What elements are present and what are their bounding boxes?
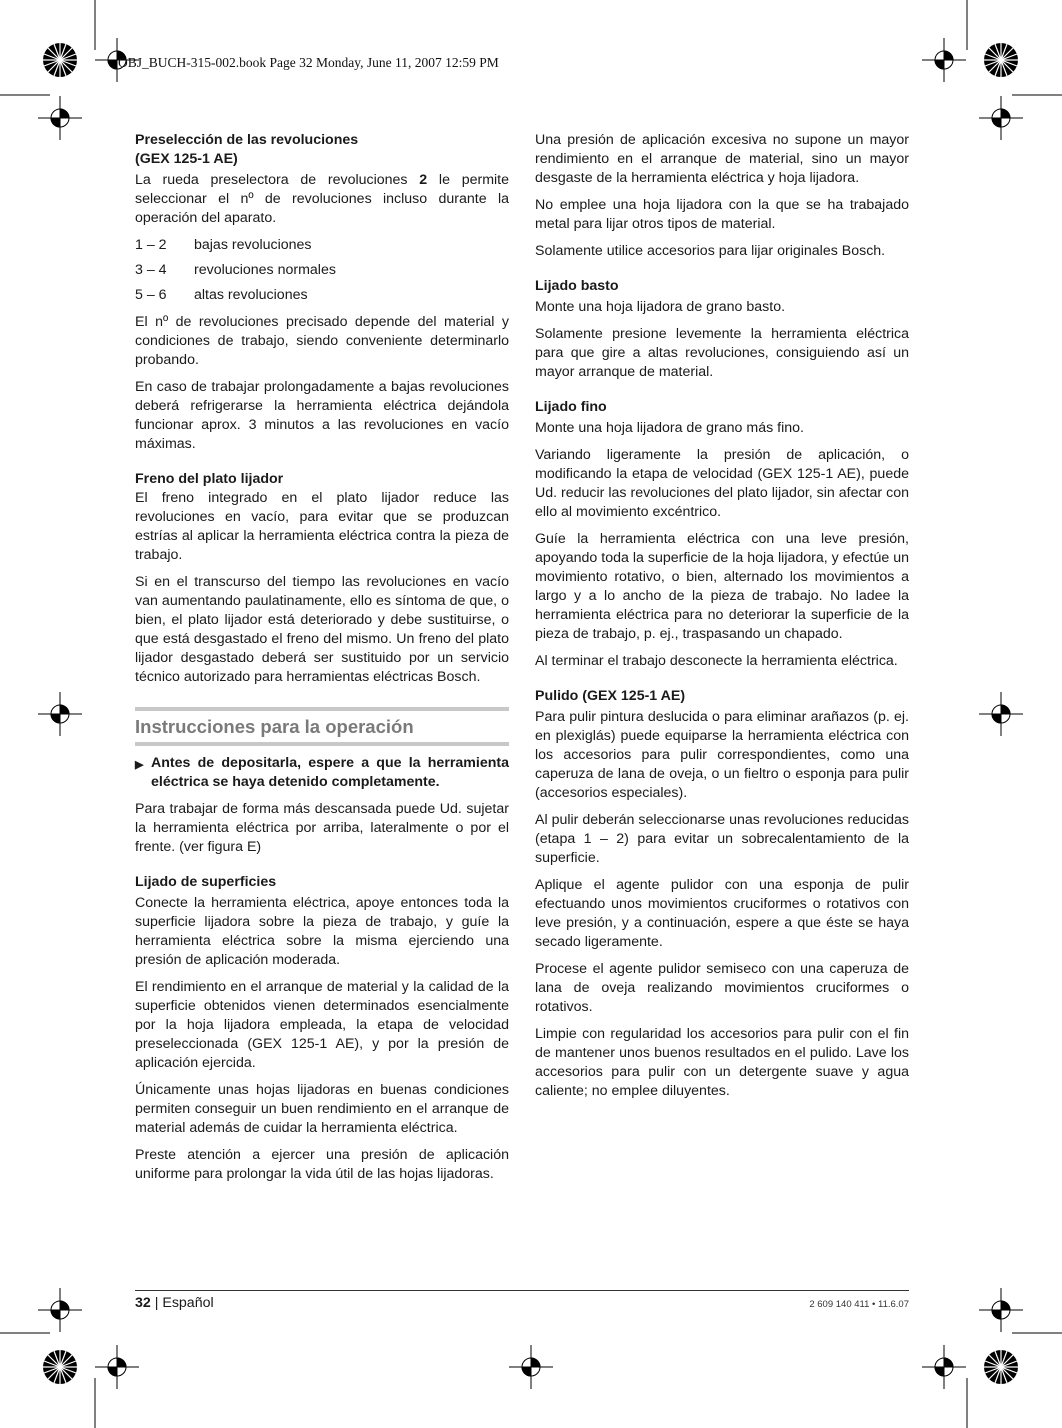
speed-desc: revoluciones normales bbox=[194, 262, 336, 278]
paragraph: Aplique el agente pulidor con una esponja de pulir efectuando unos movimientos cruciformes o rotativos con leve presión, y a continuación, espere a que éste se haya secado ligeramente. bbox=[535, 877, 909, 950]
heading-lijado-fino: Lijado fino bbox=[535, 399, 607, 415]
reg-mark bbox=[509, 1345, 553, 1389]
right-column bbox=[535, 131, 909, 1109]
paragraph: Una presión de aplicación excesiva no supone un mayor rendimiento en el arranque de material, sino un mayor desgaste de la herramienta eléctrica y hoja lijadora. bbox=[535, 132, 909, 186]
reg-mark bbox=[95, 1345, 139, 1389]
paragraph: No emplee una hoja lijadora con la que se ha trabajado metal para lijar otros tipos de material. bbox=[535, 197, 909, 232]
heading-lijado-basto: Lijado basto bbox=[535, 278, 619, 294]
heading-preseleccion: Preselección de las revoluciones bbox=[135, 132, 359, 148]
heading-pulido: Pulido (GEX 125-1 AE) bbox=[535, 688, 686, 704]
starburst-bottom-right bbox=[984, 1350, 1018, 1384]
reg-mark bbox=[38, 1288, 82, 1332]
document-code: 2 609 140 411 • 11.6.07 bbox=[809, 1299, 909, 1310]
warning-bullet bbox=[135, 754, 509, 792]
paragraph: Si en el transcurso del tiempo las revoluciones en vacío van aumentando paulatinamente, ello es síntoma de que, o bien, el plato lijador está deteriorado y debe sustituirse, o que está desgastado el freno del mismo. Un freno del plato lijador desgastado deberá ser sustituido por un servicio técnico autorizado para herramientas eléctricas Bosch. bbox=[135, 574, 509, 685]
footer-page-label bbox=[135, 1295, 214, 1311]
paragraph: Guíe la herramienta eléctrica con una leve presión, apoyando toda la superficie de la hoja lijadora, y efectúe un movimiento rotativo, o bien, alternado los movimientos a largo y a lo ancho de la pieza de trabajo. No ladee la herramienta eléctrica para no deteriorar la superficie de la pieza de trabajo, p. ej., traspasando un chapado. bbox=[535, 531, 909, 642]
heading-preseleccion-model: (GEX 125-1 AE) bbox=[135, 151, 238, 167]
printer-info-line: OBJ_BUCH-315-002.book Page 32 Monday, June 11, 2007 12:59 PM bbox=[118, 55, 499, 70]
paragraph: Preste atención a ejercer una presión de aplicación uniforme para prolongar la vida útil de las hojas lijadoras. bbox=[135, 1147, 509, 1182]
paragraph: Monte una hoja lijadora de grano basto. bbox=[535, 299, 786, 315]
heading-lijado-superficies: Lijado de superficies bbox=[135, 874, 277, 890]
footer-rule bbox=[135, 1290, 909, 1291]
reg-mark bbox=[979, 1288, 1023, 1332]
page-number: 32 bbox=[135, 1295, 151, 1311]
paragraph: Únicamente unas hojas lijadoras en buenas condiciones permiten conseguir un buen rendimiento en el arranque de material además de cuidar la herramienta eléctrica. bbox=[135, 1082, 509, 1136]
separator: | bbox=[150, 1295, 163, 1311]
speed-row bbox=[135, 261, 509, 280]
heading-freno: Freno del plato lijador bbox=[135, 471, 284, 487]
starburst-bottom-left bbox=[43, 1350, 77, 1384]
paragraph bbox=[135, 171, 509, 228]
starburst-top-right bbox=[984, 43, 1018, 77]
paragraph: Variando ligeramente la presión de aplicación, o modificando la etapa de velocidad (GEX 125-1 AE), puede Ud. reducir las revoluciones del plato lijador, sin afectar con ello al movimiento excéntrico. bbox=[535, 447, 909, 520]
paragraph: Solamente utilice accesorios para lijar originales Bosch. bbox=[535, 243, 886, 259]
paragraph: Para pulir pintura deslucida o para eliminar arañazos (p. ej. en plexiglás) puede equiparse la herramienta eléctrica con los accesorios para pulir correspondientes, como una caperuza de lana de oveja, o un fieltro o esponja para pulir (accesorios especiales). bbox=[535, 709, 909, 801]
paragraph: Conecte la herramienta eléctrica, apoye entonces toda la superficie lijadora sobre la pieza de trabajo, y guíe la herramienta eléctrica sobre la misma ejerciendo una presión de aplicación moderada. bbox=[135, 895, 509, 968]
ref-number: 2 bbox=[419, 172, 428, 188]
paragraph: Procese el agente pulidor semiseco con una caperuza de lana de oveja realizando movimientos cruciformes o rotativos. bbox=[535, 961, 909, 1015]
speed-desc: bajas revoluciones bbox=[194, 237, 312, 253]
speed-range: 1 – 2 bbox=[135, 237, 167, 253]
text: La rueda preselectora de revoluciones bbox=[135, 172, 420, 188]
reg-mark bbox=[922, 1345, 966, 1389]
reg-mark bbox=[38, 96, 82, 140]
left-column bbox=[135, 131, 509, 1192]
bullet-text: Antes de depositarla, espere a que la herramienta eléctrica se haya detenido completamente. bbox=[151, 755, 509, 790]
language: Español bbox=[162, 1295, 214, 1311]
reg-mark bbox=[922, 38, 966, 82]
paragraph: El rendimiento en el arranque de material y la calidad de la superficie obtenidos vienen determinados esencialmente por la hoja lijadora empleada, la etapa de velocidad preseleccionada (GEX 125-1 AE), y por la presión de aplicación ejercida. bbox=[135, 979, 509, 1071]
paragraph: Al terminar el trabajo desconecte la herramienta eléctrica. bbox=[535, 653, 898, 669]
speed-row bbox=[135, 286, 509, 305]
paragraph: En caso de trabajar prolongadamente a bajas revoluciones deberá refrigerarse la herramienta eléctrica dejándola funcionar aprox. 3 minutos a las revoluciones en vacío máximas. bbox=[135, 379, 509, 452]
speed-row bbox=[135, 236, 509, 255]
reg-mark bbox=[979, 96, 1023, 140]
triangle-bullet-icon: ▶ bbox=[135, 759, 144, 771]
paragraph: Solamente presione levemente la herramienta eléctrica para que gire a altas revoluciones, consiguiendo así un mayor arranque de material. bbox=[535, 326, 909, 380]
reg-mark bbox=[38, 692, 82, 736]
reg-mark bbox=[979, 692, 1023, 736]
paragraph: Limpie con regularidad los accesorios para pulir con el fin de mantener unos buenos resultados en el pulido. Lave los accesorios para pulir con un detergente suave y agua caliente; no emplee diluyentes. bbox=[535, 1026, 909, 1099]
paragraph: Al pulir deberán seleccionarse unas revoluciones reducidas (etapa 1 – 2) para evitar un sobrecalentamiento de la superficie. bbox=[535, 812, 909, 866]
speed-desc: altas revoluciones bbox=[194, 287, 308, 303]
paragraph: Monte una hoja lijadora de grano más fino. bbox=[535, 420, 804, 436]
paragraph: Para trabajar de forma más descansada puede Ud. sujetar la herramienta eléctrica por arriba, lateralmente o por el frente. (ver figura E) bbox=[135, 801, 509, 855]
section-title: Instrucciones para la operación bbox=[135, 707, 509, 746]
paragraph: El freno integrado en el plato lijador reduce las revoluciones en vacío, para evitar que se produzcan estrías al aplicar la herramienta eléctrica contra la pieza de trabajo. bbox=[135, 490, 509, 563]
speed-range: 5 – 6 bbox=[135, 287, 167, 303]
speed-range: 3 – 4 bbox=[135, 262, 167, 278]
starburst-top-left bbox=[43, 43, 77, 77]
text: le permite seleccionar el nº de revoluciones incluso durante la operación del aparato. bbox=[135, 172, 509, 226]
paragraph: El nº de revoluciones precisado depende del material y condiciones de trabajo, siendo conveniente determinarlo probando. bbox=[135, 314, 509, 368]
